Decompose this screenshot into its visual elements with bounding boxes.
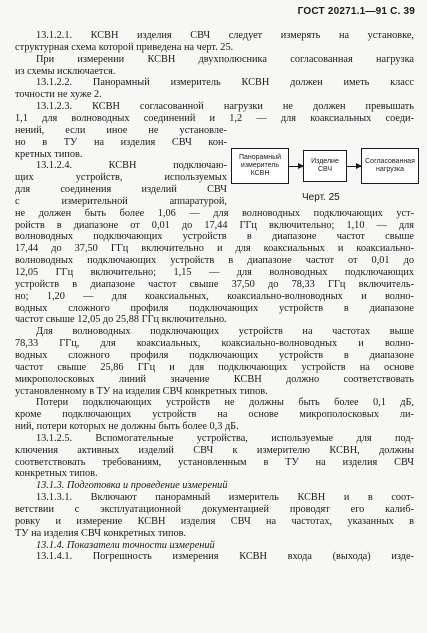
text-line: нений, если иное не установле- <box>15 124 227 136</box>
diagram-box-device: Изделие СВЧ <box>303 150 347 182</box>
text-line: ТУ на изделия СВЧ конкретных типов. <box>15 527 187 539</box>
text-line: 12,05 ГГц включительно; 1,15 — для волноводных подключающих <box>15 267 414 278</box>
diagram-arrow-1 <box>289 166 303 167</box>
text-line: ветствии с эксплуатационной документацией проводят его калиб- <box>15 504 414 515</box>
text-line: ключения активных изделий СВЧ к измерителю КСВН, должны <box>15 444 414 456</box>
text-line: волноводных подключающих устройств в диапазоне частот свыше <box>15 231 414 243</box>
text-line: 13.1.2.5. Вспомогательные устройства, используемые для под- <box>36 432 414 444</box>
text-line: точности не хуже 2. <box>15 89 102 101</box>
text-line: 13.1.2.4. КСВН подключаю- <box>36 160 227 172</box>
text-line: частот свыше 12,05 до 25,88 ГГц включительно. <box>15 314 227 326</box>
diagram-arrow-2 <box>347 166 361 167</box>
text-line: 13.1.3. Подготовка и проведение измерений <box>36 480 228 492</box>
text-line: соответствовать требованиям, установленным в ТУ на изделия СВЧ <box>15 456 414 468</box>
text-line: микрополосковых линий значение КСВН должно соответствовать <box>15 373 414 385</box>
text-line: конкретных типов. <box>15 468 98 480</box>
text-line: для соединения изделий СВЧ <box>15 184 227 196</box>
text-line: из схемы исключается. <box>15 65 116 77</box>
text-line: Для волноводных подключающих устройств на частотах выше <box>36 326 414 338</box>
text-line: 1,1 для волноводных соединений и 1,2 — для коаксиальных соеди- <box>15 112 414 124</box>
text-line: 78,33 ГГц, для коаксиальных, коаксиально-волноводных и волно- <box>15 338 414 350</box>
diagram-box-load: Согласованная нагрузка <box>361 148 419 184</box>
text-line: кроме подключающих устройств на основе микрополосковых ли- <box>15 409 414 421</box>
text-line: но; 1,20 — для коаксиальных, коаксиально-волноводных и волно- <box>15 290 414 302</box>
text-line: структурная схема которой приведена на черт. 25. <box>15 41 234 53</box>
text-line: Потери подключающих устройств не должны быть более 0,1 дБ, <box>36 397 414 409</box>
text-line: 13.1.2.2. Панорамный измеритель КСВН должен иметь класс <box>36 77 414 89</box>
text-line: водных сложного профиля подключающих устройств в диапазоне <box>15 349 414 361</box>
page-header: ГОСТ 20271.1—91 С. 39 <box>297 6 415 17</box>
text-line: ровку и измерение КСВН изделия СВЧ на частотах, указанных в <box>15 515 414 527</box>
text-line: с измерительной аппаратурой, <box>15 195 227 207</box>
text-line: частот свыше 25,86 ГГц и для подключающих устройств на основе <box>15 361 414 373</box>
text-line: ройств в диапазоне от 0,01 до 17,44 ГГц включительно; 1,10 — для <box>15 219 414 231</box>
text-line: не должен быть более 1,06 — для волноводных подключающих уст- <box>15 207 414 219</box>
text-line: но в ТУ на изделия СВЧ кон- <box>15 136 227 148</box>
text-line: ний, потери которых не должны быть более 0,3 дБ. <box>15 421 239 433</box>
text-line: 13.1.4. Показатели точности измерений <box>36 539 215 551</box>
text-line: 13.1.2.3. КСВН согласованной нагрузки не должен превышать <box>36 101 414 113</box>
text-line: щих устройств, используемых <box>15 172 227 184</box>
text-line: волноводных подключающих устройств в диапазоне частот от 0,01 до <box>15 255 414 267</box>
diagram-box-measurer: Панорамный измеритель КСВН <box>231 148 289 184</box>
text-line: 13.1.3.1. Включают панорамный измеритель КСВН и в соот- <box>36 492 414 504</box>
text-line: водных сложного профиля подключающих устройств в диапазоне <box>15 302 414 314</box>
text-line: установленному в ТУ на изделия СВЧ конкретных типов. <box>15 385 268 397</box>
text-line: кретных типов. <box>15 148 83 160</box>
figure-caption: Черт. 25 <box>302 192 340 203</box>
text-line: 13.1.4.1. Погрешность измерения КСВН входа (выхода) изде- <box>36 551 414 563</box>
text-line: 17,44 до 37,50 ГГц включительно и для коаксиальных и коаксиально- <box>15 243 414 255</box>
text-line: При измерении КСВН двухполюсника согласованная нагрузка <box>36 53 414 65</box>
block-diagram <box>231 146 419 188</box>
text-line: устройств в диапазоне частот свыше 37,50 до 78,33 ГГц включитель- <box>15 278 414 290</box>
text-line: 13.1.2.1. КСВН изделия СВЧ следует измерять на установке, <box>36 30 414 41</box>
